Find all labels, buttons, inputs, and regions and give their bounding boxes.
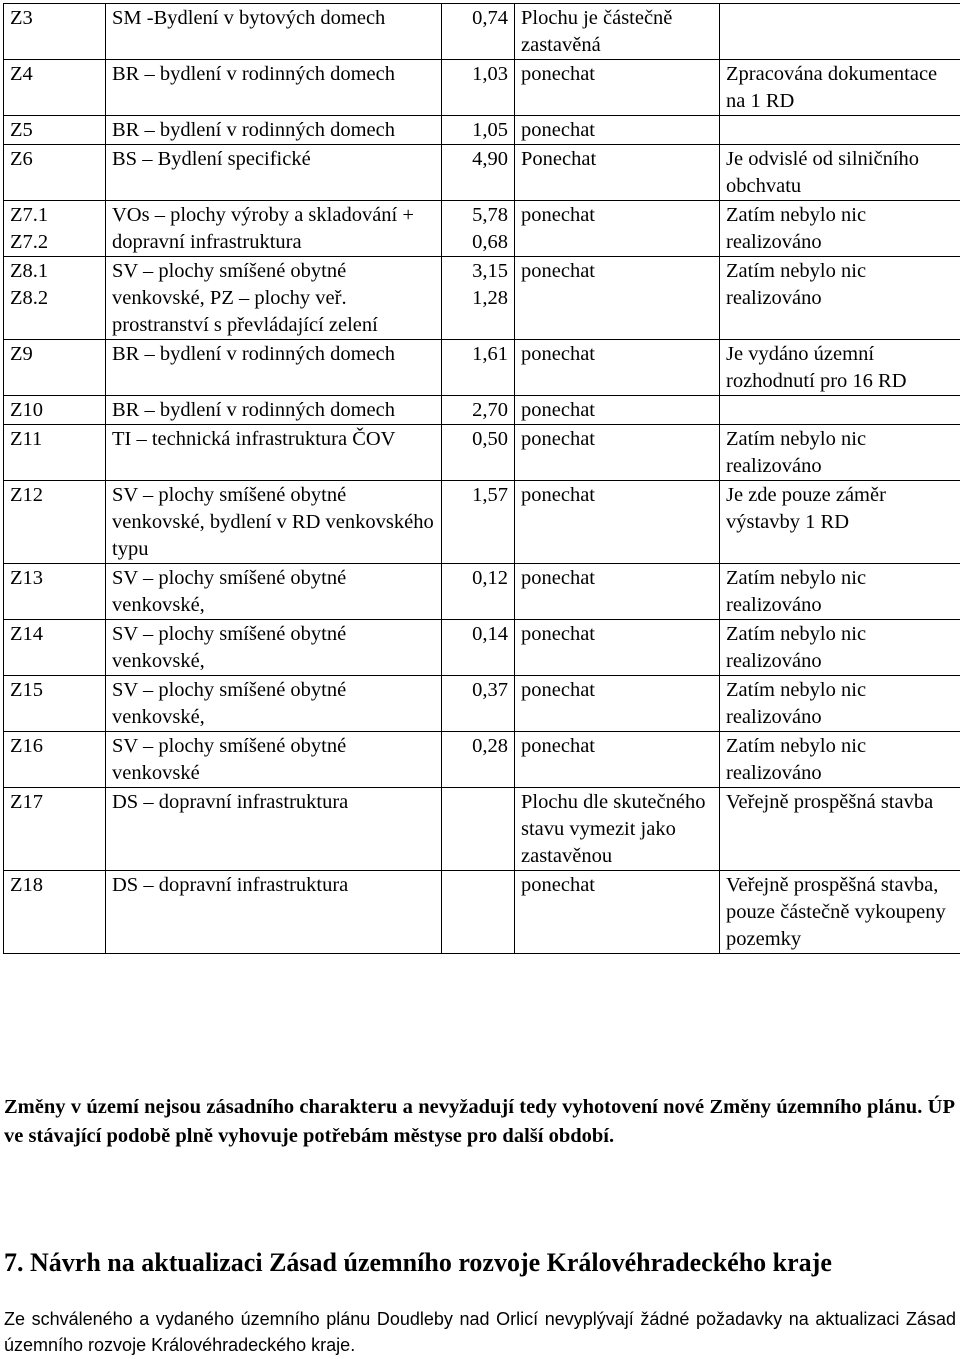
- zone-note-cell: Zatím nebylo nic realizováno: [720, 564, 960, 620]
- zone-decision-cell: ponechat: [515, 481, 720, 564]
- zone-note-cell: Zatím nebylo nic realizováno: [720, 676, 960, 732]
- zone-code-cell: Z6: [4, 145, 106, 201]
- zone-area-cell: 1,05: [442, 116, 515, 145]
- zone-note-cell: Veřejně prospěšná stavba: [720, 788, 960, 871]
- zone-note-cell: Zatím nebylo nic realizováno: [720, 732, 960, 788]
- zones-table-body: [4, 4, 960, 954]
- zone-code-cell: Z3: [4, 4, 106, 60]
- zone-purpose-cell: SV – plochy smíšené obytné venkovské, bydlení v RD venkovského typu: [106, 481, 442, 564]
- zone-area-cell: 3,15 1,28: [442, 257, 515, 340]
- zone-code-cell: Z4: [4, 60, 106, 116]
- zone-purpose-cell: SV – plochy smíšené obytné venkovské, PZ – plochy veř. prostranství s převládající zelení: [106, 257, 442, 340]
- zone-decision-cell: ponechat: [515, 60, 720, 116]
- table-row: [4, 481, 960, 564]
- zone-decision-cell: Plochu je částečně zastavěná: [515, 4, 720, 60]
- table-row: [4, 145, 960, 201]
- zone-note-cell: [720, 4, 960, 60]
- table-row: [4, 871, 960, 954]
- zone-purpose-cell: VOs – plochy výroby a skladování + dopravní infrastruktura: [106, 201, 442, 257]
- zone-note-cell: Zpracována dokumentace na 1 RD: [720, 60, 960, 116]
- zone-area-cell: 1,03: [442, 60, 515, 116]
- zone-decision-cell: ponechat: [515, 257, 720, 340]
- zone-code-cell: Z10: [4, 396, 106, 425]
- zone-area-cell: 0,14: [442, 620, 515, 676]
- zone-purpose-cell: BR – bydlení v rodinných domech: [106, 60, 442, 116]
- zone-decision-cell: ponechat: [515, 871, 720, 954]
- zone-decision-cell: ponechat: [515, 201, 720, 257]
- zone-purpose-cell: DS – dopravní infrastruktura: [106, 788, 442, 871]
- zone-note-cell: [720, 396, 960, 425]
- table-row: [4, 788, 960, 871]
- zone-note-cell: Je zde pouze záměr výstavby 1 RD: [720, 481, 960, 564]
- table-row: [4, 4, 960, 60]
- zone-area-cell: 2,70: [442, 396, 515, 425]
- zone-area-cell: 0,50: [442, 425, 515, 481]
- zone-code-cell: Z5: [4, 116, 106, 145]
- zone-code-cell: Z18: [4, 871, 106, 954]
- zone-note-cell: Zatím nebylo nic realizováno: [720, 201, 960, 257]
- table-row: [4, 340, 960, 396]
- zone-note-cell: Zatím nebylo nic realizováno: [720, 425, 960, 481]
- table-row: [4, 396, 960, 425]
- zone-decision-cell: ponechat: [515, 396, 720, 425]
- zone-purpose-cell: BR – bydlení v rodinných domech: [106, 116, 442, 145]
- zone-code-cell: Z14: [4, 620, 106, 676]
- zone-note-cell: Veřejně prospěšná stavba, pouze částečně vykoupeny pozemky: [720, 871, 960, 954]
- zone-area-cell: 0,28: [442, 732, 515, 788]
- zone-decision-cell: ponechat: [515, 425, 720, 481]
- zone-code-cell: Z13: [4, 564, 106, 620]
- zone-purpose-cell: SV – plochy smíšené obytné venkovské: [106, 732, 442, 788]
- table-row: [4, 620, 960, 676]
- zone-purpose-cell: DS – dopravní infrastruktura: [106, 871, 442, 954]
- zone-note-cell: Je vydáno územní rozhodnutí pro 16 RD: [720, 340, 960, 396]
- zone-area-cell: 0,12: [442, 564, 515, 620]
- zone-area-cell: 1,57: [442, 481, 515, 564]
- zone-decision-cell: Ponechat: [515, 145, 720, 201]
- table-row: [4, 116, 960, 145]
- zone-code-cell: Z16: [4, 732, 106, 788]
- zone-purpose-cell: SV – plochy smíšené obytné venkovské,: [106, 564, 442, 620]
- summary-paragraph: Změny v území nejsou zásadního charakteru a nevyžadují tedy vyhotovení nové Změny územního plánu. ÚP ve stávající podobě plně vyhovuje potřebám městyse pro další období.: [4, 1096, 955, 1147]
- table-row: [4, 732, 960, 788]
- zone-purpose-cell: BR – bydlení v rodinných domech: [106, 396, 442, 425]
- table-row: [4, 60, 960, 116]
- zone-decision-cell: ponechat: [515, 116, 720, 145]
- zone-code-cell: Z12: [4, 481, 106, 564]
- zone-area-cell: 4,90: [442, 145, 515, 201]
- zone-code-cell: Z8.1 Z8.2: [4, 257, 106, 340]
- table-row: [4, 564, 960, 620]
- table-row: [4, 257, 960, 340]
- zone-area-cell: 5,78 0,68: [442, 201, 515, 257]
- zone-code-cell: Z7.1 Z7.2: [4, 201, 106, 257]
- zone-note-cell: Zatím nebylo nic realizováno: [720, 620, 960, 676]
- zone-purpose-cell: SV – plochy smíšené obytné venkovské,: [106, 620, 442, 676]
- zones-table: [3, 3, 960, 954]
- zone-decision-cell: ponechat: [515, 676, 720, 732]
- zone-decision-cell: Plochu dle skutečného stavu vymezit jako zastavěnou: [515, 788, 720, 871]
- zone-decision-cell: ponechat: [515, 340, 720, 396]
- zone-purpose-cell: SM -Bydlení v bytových domech: [106, 4, 442, 60]
- zone-area-cell: 0,74: [442, 4, 515, 60]
- zone-note-cell: Je odvislé od silničního obchvatu: [720, 145, 960, 201]
- zone-purpose-cell: SV – plochy smíšené obytné venkovské,: [106, 676, 442, 732]
- table-row: [4, 201, 960, 257]
- zone-note-cell: Zatím nebylo nic realizováno: [720, 257, 960, 340]
- zone-code-cell: Z15: [4, 676, 106, 732]
- section-paragraph: Ze schváleného a vydaného územního plánu Doudleby nad Orlicí nevyplývají žádné požadavky na aktualizaci Zásad územního rozvoje Královéhradeckého kraje.: [4, 1309, 956, 1355]
- zone-code-cell: Z17: [4, 788, 106, 871]
- zone-code-cell: Z11: [4, 425, 106, 481]
- zone-purpose-cell: TI – technická infrastruktura ČOV: [106, 425, 442, 481]
- zone-note-cell: [720, 116, 960, 145]
- zone-decision-cell: ponechat: [515, 620, 720, 676]
- zone-decision-cell: ponechat: [515, 564, 720, 620]
- section-heading: 7. Návrh na aktualizaci Zásad územního rozvoje Královéhradeckého kraje: [4, 1248, 832, 1277]
- zone-code-cell: Z9: [4, 340, 106, 396]
- table-row: [4, 676, 960, 732]
- zone-area-cell: [442, 788, 515, 871]
- table-row: [4, 425, 960, 481]
- zone-area-cell: 0,37: [442, 676, 515, 732]
- zone-decision-cell: ponechat: [515, 732, 720, 788]
- zone-purpose-cell: BS – Bydlení specifické: [106, 145, 442, 201]
- zone-area-cell: 1,61: [442, 340, 515, 396]
- zone-area-cell: [442, 871, 515, 954]
- zone-purpose-cell: BR – bydlení v rodinných domech: [106, 340, 442, 396]
